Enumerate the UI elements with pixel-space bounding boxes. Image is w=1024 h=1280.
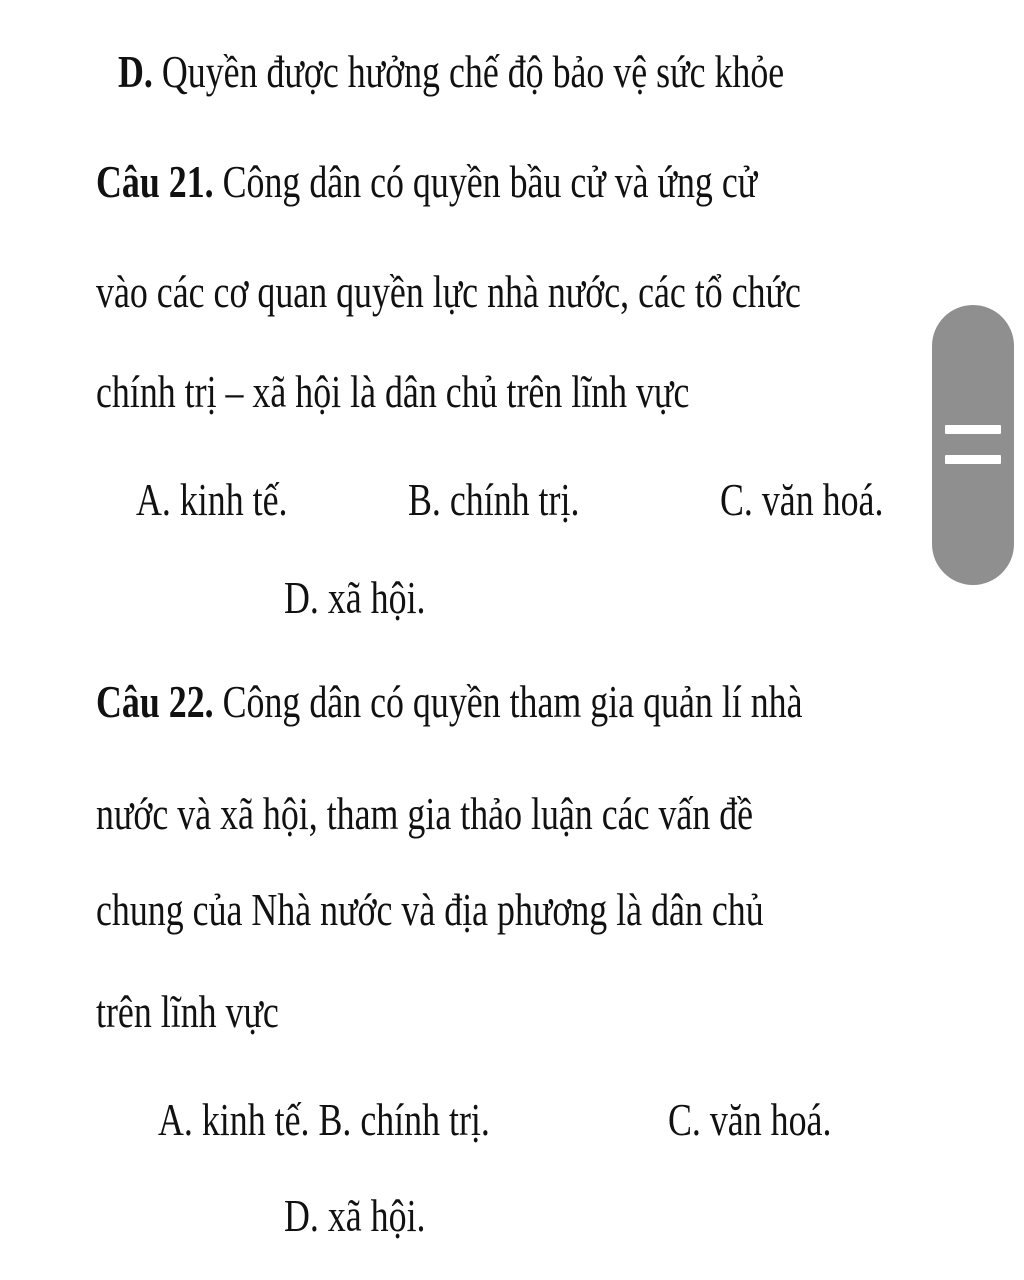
q22-text-2: nước và xã hội, tham gia thảo luận các vấn đề bbox=[96, 788, 754, 839]
q21-option-d: D. xã hội. bbox=[284, 572, 426, 623]
scroll-handle[interactable] bbox=[932, 305, 1014, 585]
q21-text-1: Công dân có quyền bầu cử và ứng cử bbox=[222, 156, 758, 207]
option-label: D. bbox=[118, 46, 153, 97]
q22-option-d: D. xã hội. bbox=[284, 1190, 426, 1241]
q21-line-1 bbox=[96, 152, 757, 212]
q21-line-3 bbox=[96, 362, 689, 422]
q22-label: Câu 22. bbox=[96, 676, 214, 727]
q21-text-2: vào các cơ quan quyền lực nhà nước, các tổ chức bbox=[96, 266, 801, 317]
q21-line-2 bbox=[96, 262, 801, 322]
q22-option-c: C. văn hoá. bbox=[668, 1094, 832, 1145]
q22-text-1: Công dân có quyền tham gia quản lí nhà bbox=[222, 676, 803, 727]
q22-option-ab: A. kinh tế. B. chính trị. bbox=[158, 1094, 490, 1145]
q22-line-2 bbox=[96, 784, 753, 844]
prev-option-d bbox=[118, 42, 784, 102]
q21-label: Câu 21. bbox=[96, 156, 214, 207]
q22-line-3 bbox=[96, 880, 764, 940]
q21-text-3: chính trị – xã hội là dân chủ trên lĩnh vực bbox=[96, 366, 690, 417]
q22-line-1 bbox=[96, 672, 803, 732]
q21-option-b: B. chính trị. bbox=[408, 474, 580, 525]
q22-line-4 bbox=[96, 982, 279, 1042]
q21-option-c: C. văn hoá. bbox=[720, 474, 884, 525]
option-text: Quyền được hưởng chế độ bảo vệ sức khỏe bbox=[161, 46, 785, 97]
q22-text-3: chung của Nhà nước và địa phương là dân chủ bbox=[96, 884, 764, 935]
q22-text-4: trên lĩnh vực bbox=[96, 986, 279, 1037]
q21-option-a: A. kinh tế. bbox=[136, 474, 288, 525]
